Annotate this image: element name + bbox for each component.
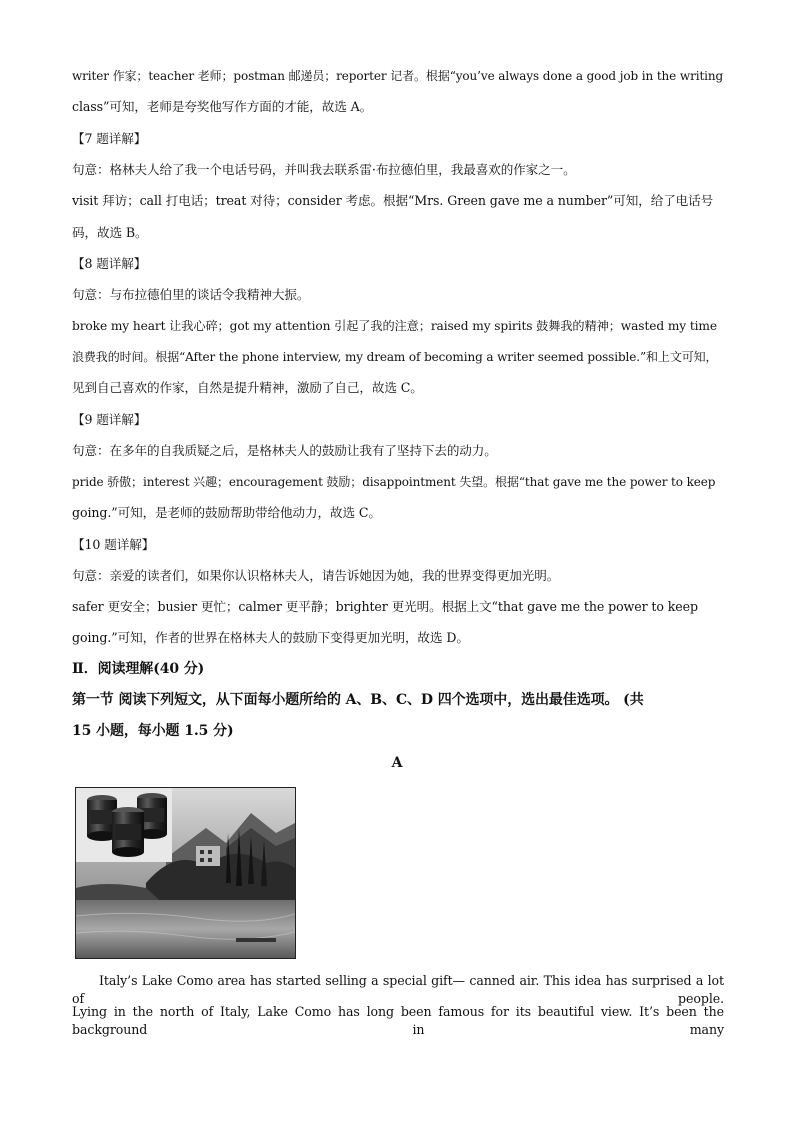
question-10-explanation-line-2: going.”可知，作者的世界在格林夫人的鼓励下变得更加光明，故选 D。 (72, 630, 469, 645)
answer-6-explanation-line-1: writer 作家；teacher 老师；postman 邮递员；reporter 记者。根据“you’ve always done a good job in the writing (72, 69, 724, 83)
question-10-explanation-line-1: safer 更安全；busier 更忙；calmer 更平静；brighter 更光明。根据上文“that gave me the power to keep (72, 599, 698, 614)
question-8-explanation-line-3: 见到自己喜欢的作家，自然是提升精神，激励了自己，故选 C。 (72, 380, 423, 395)
lake-como-photo (75, 787, 296, 959)
question-8-heading: 【8 题详解】 (72, 256, 147, 271)
question-8-explanation-line-1: broke my heart 让我心碎；got my attention 引起了我的注意；raised my spirits 鼓舞我的精神；wasted my time (72, 319, 718, 333)
question-7-meaning: 句意：格林夫人给了我一个电话号码，并叫我去联系雷·布拉德伯里，我最喜欢的作家之一。 (72, 162, 576, 177)
question-10-heading: 【10 题详解】 (72, 537, 155, 552)
section-heading-reading: Ⅱ．阅读理解(40 分) (72, 661, 205, 677)
passage-a-line-1: Italy’s Lake Como area has started selling a special gift— canned air. This idea has surprised a lot of people. (72, 973, 724, 1006)
passage-a-line-2: Lying in the north of Italy, Lake Como has long been famous for its beautiful view. It’s been the background in many (72, 1004, 724, 1037)
passage-label: A (391, 755, 403, 771)
section-instructions-line-1: 第一节 阅读下列短文，从下面每小题所给的 A、B、C、D 四个选项中，选出最佳选项。 (共 (72, 692, 644, 708)
section-instructions-line-2: 15 小题，每小题 1.5 分) (72, 723, 234, 739)
question-9-explanation-line-2: going.”可知，是老师的鼓励帮助带给他动力，故选 C。 (72, 505, 381, 520)
question-9-explanation-line-1: pride 骄傲；interest 兴趣；encouragement 鼓励；disappointment 失望。根据“that gave me the power to keep (72, 475, 716, 489)
question-9-meaning: 句意：在多年的自我质疑之后，是格林夫人的鼓励让我有了坚持下去的动力。 (72, 443, 497, 458)
question-7-explanation-line-1: visit 拜访；call 打电话；treat 对待；consider 考虑。根据“Mrs. Green gave me a number”可知，给了电话号 (72, 193, 714, 208)
question-8-explanation-line-2: 浪费我的时间。根据“After the phone interview, my dream of becoming a writer seemed possible.”和上文可知， (72, 350, 718, 364)
question-7-heading: 【7 题详解】 (72, 131, 147, 146)
question-10-meaning: 句意：亲爱的读者们，如果你认识格林夫人，请告诉她因为她，我的世界变得更加光明。 (72, 568, 560, 583)
question-8-meaning: 句意：与布拉德伯里的谈话令我精神大振。 (72, 287, 310, 302)
question-7-explanation-line-2: 码，故选 B。 (72, 225, 148, 240)
answer-6-explanation-line-2: class”可知，老师是夸奖他写作方面的才能，故选 A。 (72, 99, 373, 114)
question-9-heading: 【9 题详解】 (72, 412, 147, 427)
